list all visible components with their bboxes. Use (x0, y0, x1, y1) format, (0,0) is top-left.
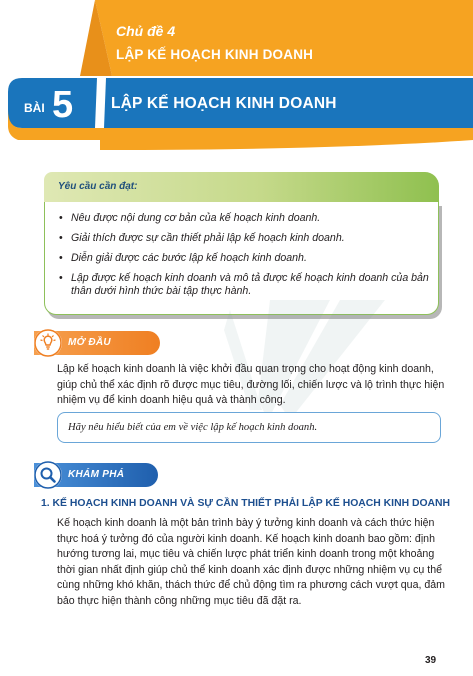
header-banner-graphic (0, 0, 473, 152)
lesson-header (0, 0, 473, 152)
requirements-tab (44, 172, 439, 202)
intro-label: MỞ ĐẦU (68, 337, 111, 348)
requirement-item: • Lập được kế hoạch kinh doanh và mô tả được kế hoạch kinh doanh của bản thân dưới hình thức bài tập thực hành. (59, 272, 431, 298)
lightbulb-icon (34, 329, 62, 357)
lesson-number: 5 (52, 84, 74, 126)
intro-prompt: Hãy nêu hiểu biết của em về việc lập kế hoạch kinh doanh. (68, 422, 318, 433)
page-number: 39 (425, 655, 437, 666)
explore-section-header (34, 463, 158, 487)
explore-label: KHÁM PHÁ (68, 469, 125, 480)
lesson-underline (100, 128, 473, 150)
topic-title: LẬP KẾ HOẠCH KINH DOANH (116, 47, 314, 62)
section-heading: 1. KẾ HOẠCH KINH DOANH VÀ SỰ CẦN THIẾT PHẢI LẬP KẾ HOẠCH KINH DOANH (41, 498, 451, 509)
lesson-title: LẬP KẾ HOẠCH KINH DOANH (111, 95, 337, 112)
topic-number: Chủ đề 4 (116, 23, 176, 39)
lesson-word: BÀI (24, 101, 45, 115)
requirement-item: • Nêu được nội dung cơ bản của kế hoạch kinh doanh. (59, 212, 431, 225)
requirements-list (59, 212, 431, 305)
requirement-item: • Giải thích được sự cần thiết phải lập kế hoạch kinh doanh. (59, 232, 431, 245)
intro-section-header (34, 331, 160, 355)
magnifier-icon (34, 461, 62, 489)
requirements-body (44, 202, 439, 315)
explore-paragraph: Kế hoạch kinh doanh là một bản trình bày ý tưởng kinh doanh và cách thức hiện thực hoá ý tưởng đó của người kinh doanh. Kế hoạch kinh doanh bao gồm: định hướng tương lai, mục tiêu và chiến lược phát triển kinh doanh trong một khoảng thời gian nhất định giúp chủ thể kinh doanh xác định được những nhiệm vụ cụ thể cùng những khó khăn, thách thức để chủ động tìm ra phương cách vượt qua, đảm bảo thực hiện thành công những mục tiêu đã đặt ra. (57, 517, 445, 607)
requirements-title: Yêu cầu cần đạt: (58, 181, 138, 192)
intro-prompt-box (57, 412, 441, 443)
requirement-item: • Diễn giải được các bước lập kế hoạch kinh doanh. (59, 252, 431, 265)
intro-paragraph: Lập kế hoạch kinh doanh là việc khởi đầu quan trọng cho hoạt động kinh doanh, giúp chủ thể xác định rõ được mục tiêu, đường lối, chiến lược và lộ trình thực hiện nhiệm vụ để kinh doanh hiệu quả và thành công. (57, 363, 445, 406)
requirements-box (44, 172, 439, 315)
